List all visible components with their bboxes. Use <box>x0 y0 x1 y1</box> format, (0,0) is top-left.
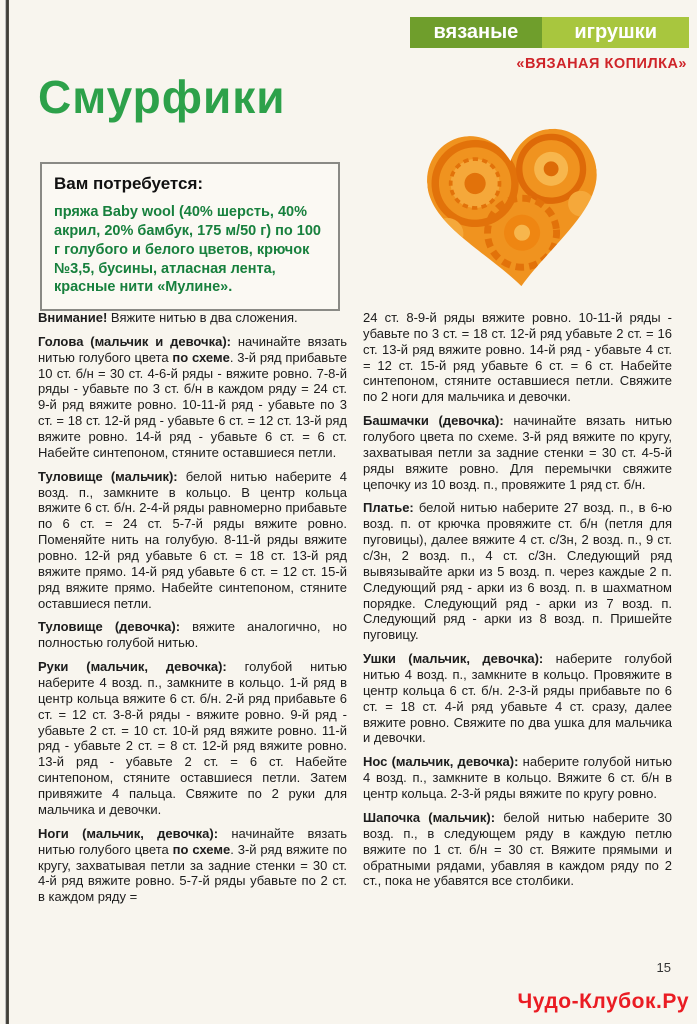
materials-body: пряжа Baby wool (40% шерсть, 40% акрил, 20% бамбук, 175 м/50 г) по 100 г голубого и белого цветов, крючок №3,5, бусины, атласная лента, красные нити «Мулине». <box>54 204 321 296</box>
paragraph-text: . 3-й ряд вяжите по кругу, захватывая петли за задние стенки = 30 ст. 4-й ряд вяжите ровно. 5-7-й ряды убавьте по 2 ст. в каждом ряду = <box>38 841 347 905</box>
scan-edge-line <box>5 0 9 1024</box>
paragraph-text: 24 ст. 8-9-й ряды вяжите ровно. 10-11-й ряды - убавьте по 3 ст. = 18 ст. 12-й ряд убавьте 2 ст. = 16 ст. 13-й ряд вяжите ровно. 14-й ряд - убавьте 4 ст. = 12 ст. 15-й ряд убавьте 6 ст. = 6 ст. Набейте синтепоном, стяните оставшиеся петли. Свяжите по 2 ноги для мальчика и девочки. <box>363 310 672 405</box>
pattern-paragraph <box>363 810 672 889</box>
page-title: Смурфики <box>38 71 286 123</box>
paragraph-lead: Нос (мальчик, девочка): <box>363 754 519 770</box>
paragraph-lead: Ноги (мальчик, девочка): <box>38 825 219 841</box>
paragraph-text: белой нитью наберите 4 возд. п., замкните в кольцо. В центр кольца вяжите 6 ст. б/н. 2-4-й ряды равномерно прибавьте по 6 ст. = 24 ст. 5-7-й ряды вяжите ровно. Поменяйте нить на голубую. 8-11-й ряды вяжите ровно. 12-й ряд убавьте 6 ст. = 18 ст. 13-й ряд вяжите прямо. 14-й ряд убавьте 6 ст. = 12 ст. 15-й ряд вяжите прямо. Набейте синтепоном, стяните оставшиеся петли. <box>38 468 347 611</box>
heart-icon <box>423 125 606 299</box>
paragraph-lead: Внимание! <box>38 310 108 325</box>
paragraph-text: наберите голубой нитью 4 возд. п., замкните в кольцо. Вяжите 6 ст. б/н в центр кольца. 2-3-й ряды вяжите по кругу ровно. <box>363 754 673 802</box>
paragraph-lead: Руки (мальчик, девочка): <box>38 659 227 675</box>
paragraph-text: Вяжите нитью в два сложения. <box>107 310 298 325</box>
paragraph-lead: Башмачки (девочка): <box>363 413 504 429</box>
pattern-paragraph <box>38 619 347 651</box>
paragraph-text: начинайте вязать нитью голубого цвета <box>38 825 347 857</box>
watermark: Чудо-Клубок.Ру <box>517 990 689 1013</box>
column-right <box>363 310 672 913</box>
paragraph-lead: Платье: <box>363 500 414 516</box>
paragraph-text: вяжите аналогично, но полностью голубой нитью. <box>38 619 347 651</box>
pattern-paragraph <box>363 310 672 405</box>
paragraph-lead: по схеме <box>172 349 230 365</box>
pattern-paragraph <box>363 754 672 802</box>
paragraph-lead: Туловище (мальчик): <box>38 468 178 484</box>
pattern-paragraph <box>363 500 672 643</box>
paragraph-text: начинайте вязать нитью голубого цвета <box>38 333 348 365</box>
pattern-paragraph <box>38 310 347 326</box>
paragraph-lead: Туловище (девочка): <box>38 619 181 635</box>
materials-box <box>40 162 340 311</box>
brand-bar <box>410 17 689 48</box>
heart-illustration <box>423 125 606 301</box>
paragraph-text: . 3-й ряд прибавьте 10 ст. б/н = 30 ст. 4-6-й ряды - вяжите ровно. 7-8-й ряды - убавьте по 3 ст. б/н в каждом ряду = 24 ст. 9-й ряд вяжите ровно. 10-11-й ряд - убавьте по 3 ст. = 18 ст. 12-й ряд - убавьте 6 ст. = 12 ст. 13-й ряд вяжите ровно. 14-й ряд - убавьте 6 ст. = 6 ст. Набейте синтепоном, стяните оставшиеся петли. <box>38 349 347 460</box>
paragraph-text: наберите голубой нитью 4 возд. п., замкните в кольцо. Провяжите в центр кольца 6 ст. б/н. 2-3-й ряды прибавьте по 6 ст. = 18 ст. 4-й ряд убавьте 4 ст. сразу, далее вяжите ровно. Свяжите по два ушка для мальчика и девочки. <box>363 651 673 746</box>
paragraph-text: начинайте вязать нитью голубого цвета по схеме. 3-й ряд вяжите по кругу, захватывая петли за задние стенки = 30 ст. 4-5-й ряды вяжите ровно. Для перемычки свяжите цепочку из 10 возд. п., провяжите 1 ряд ст. б/н. <box>363 413 673 492</box>
pattern-paragraph <box>38 659 347 818</box>
column-left <box>38 310 347 913</box>
pattern-paragraph <box>363 651 672 746</box>
paragraph-lead: Шапочка (мальчик): <box>363 809 496 825</box>
materials-heading: Вам потребуется: <box>54 174 204 193</box>
paragraph-text: белой нитью наберите 30 возд. п., в следующем ряду в каждую петлю вяжите по 1 ст. б/н = 30 ст. Вяжите прямыми и обратными рядами, убавляя в каждом ряду по 2 ст., пока не убавятся все столбики. <box>363 809 672 889</box>
brand-right-label: игрушки <box>542 17 689 48</box>
paragraph-text: белой нитью наберите 27 возд. п., в 6-ю возд. п. от крючка провяжите ст. б/н (петля для пуговицы), далее вяжите 4 ст. с/3н, 2 возд. п., 9 ст. с/3н, 2 возд. п., 4 ст. с/3н. Следующий ряд вывязывайте арки из 5 возд. п. через каждые 2 п. Следующий ряд - арки из 6 возд. п. в шахматном порядке. Следующий ряд - арки из 7 возд. п. Следующий ряд - арки из 8 возд. п. Пришейте пуговицу. <box>363 500 672 643</box>
series-subtitle: «ВЯЗАНАЯ КОПИЛКА» <box>516 56 687 72</box>
paragraph-lead: по схеме <box>172 841 231 857</box>
brand-left-label: вязаные <box>410 17 543 48</box>
pattern-paragraph <box>38 469 347 612</box>
paragraph-text: голубой нитью наберите 4 возд. п., замкните в кольцо. 1-й ряд в центр кольца вяжите 6 ст. б/н. 2-й ряд прибавьте 6 ст. = 12 ст. 3-8-й ряды - вяжите ровно. 9-й ряд - убавьте 2 ст. = 10 ст. 10-й ряд вяжите ровно. 11-й ряд - убавьте 2 ст. = 8 ст. 12-й ряд вяжите ровно. 13-й ряд - убавьте 2 ст. = 6 ст. Набейте синтепоном, стяните оставшиеся петли. Затем привяжите 4 пальца. Свяжите по 2 руки для мальчика и девочки. <box>38 659 347 817</box>
pattern-text <box>38 310 672 913</box>
pattern-paragraph <box>363 413 672 492</box>
paragraph-lead: Голова (мальчик и девочка): <box>38 333 231 349</box>
page-number: 15 <box>656 960 671 975</box>
pattern-paragraph <box>38 334 347 461</box>
paragraph-lead: Ушки (мальчик, девочка): <box>363 651 544 667</box>
pattern-paragraph <box>38 826 347 905</box>
